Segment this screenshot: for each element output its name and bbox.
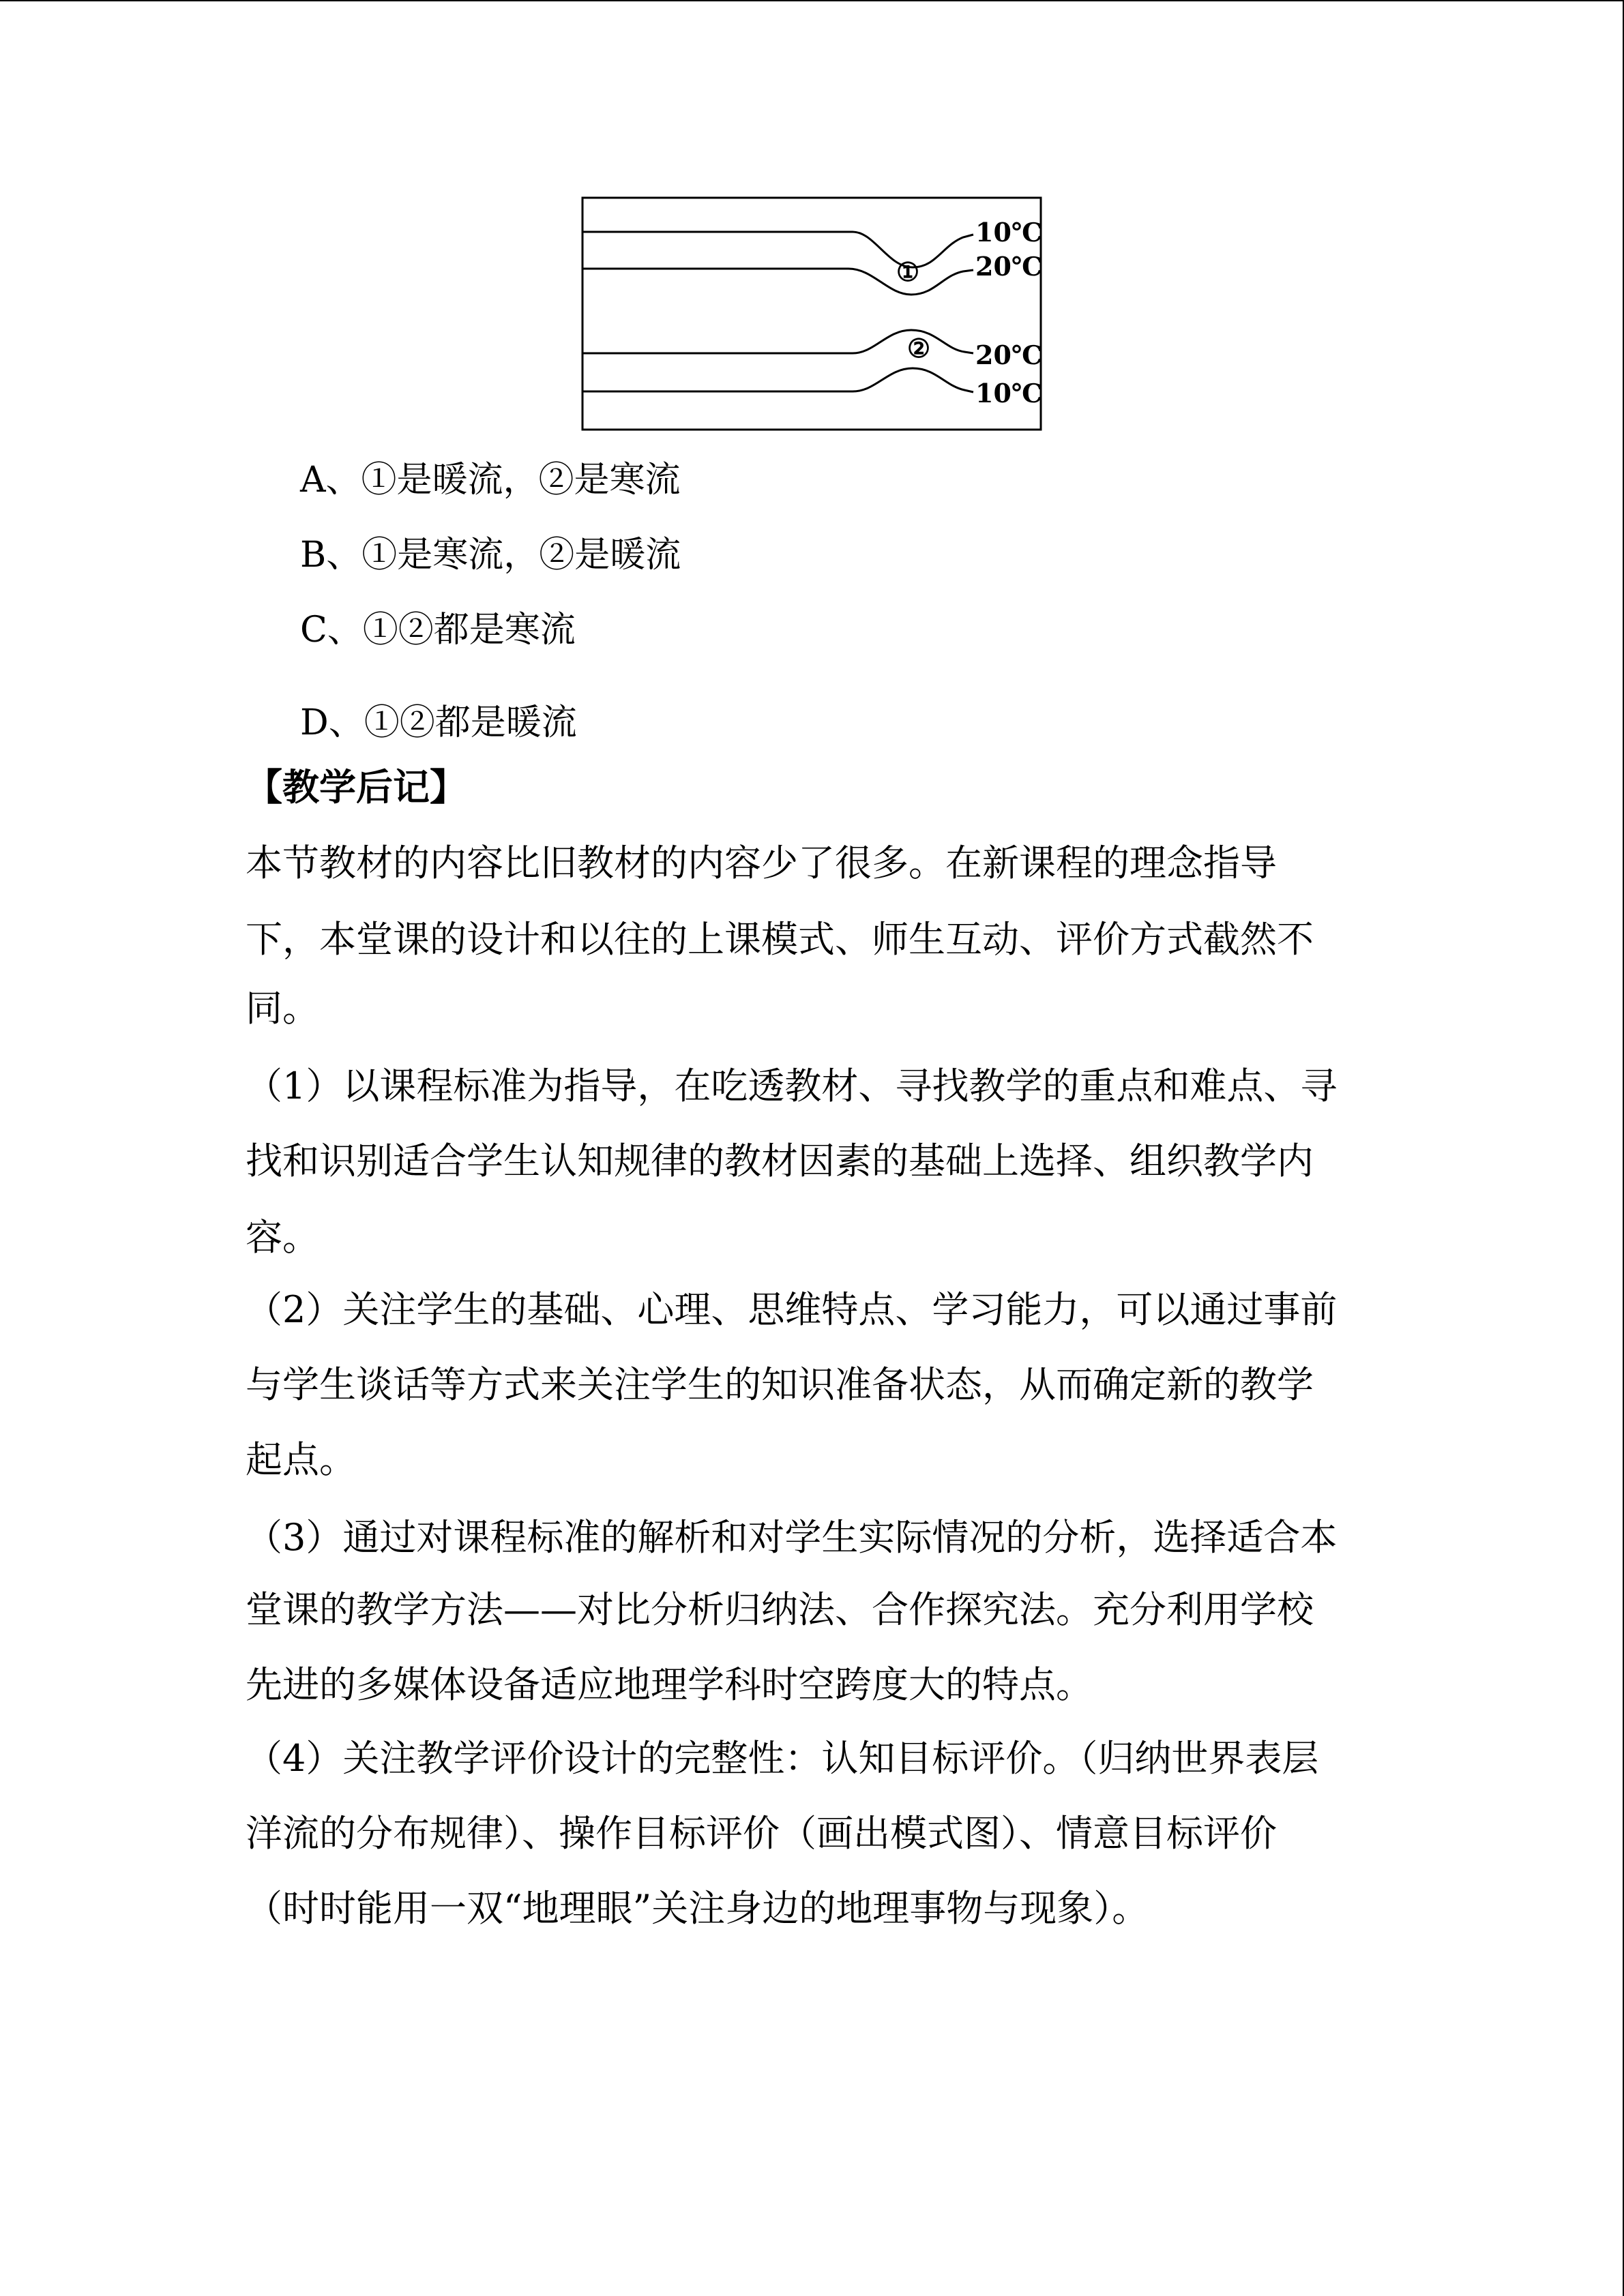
- section-title-teaching-notes: 【教学后记】: [246, 766, 467, 809]
- paragraph-line: 同。: [246, 987, 319, 1030]
- label-20c-top: 20℃: [975, 251, 1042, 282]
- paragraph-line: （1）以课程标准为指导，在吃透教材、寻找教学的重点和难点、寻: [246, 1064, 1338, 1107]
- label-10c-top: 10℃: [975, 217, 1042, 248]
- page-border-top: [0, 0, 1624, 1]
- option-c: C、①②都是寒流: [300, 610, 576, 651]
- paragraph-line: 本节教材的内容比旧教材的内容少了很多。在新课程的理念指导: [246, 841, 1277, 884]
- paragraph-line: 下，本堂课的设计和以往的上课模式、师生互动、评价方式截然不: [246, 918, 1314, 961]
- marker-2: ②: [907, 333, 931, 363]
- isotherm-10-lower: [582, 368, 973, 392]
- paragraph-line: （3）通过对课程标准的解析和对学生实际情况的分析，选择适合本: [246, 1516, 1338, 1559]
- paragraph-line: 容。: [246, 1216, 319, 1259]
- paragraph-line: （4）关注教学评价设计的完整性：认知目标评价。（归纳世界表层: [246, 1737, 1319, 1780]
- paragraph-line: （时时能用一双“地理眼”关注身边的地理事物与现象）。: [246, 1887, 1149, 1930]
- paragraph-line: 与学生谈话等方式来关注学生的知识准备状态，从而确定新的教学: [246, 1363, 1314, 1406]
- paragraph-line: （2）关注学生的基础、心理、思维特点、学习能力，可以通过事前: [246, 1288, 1338, 1331]
- option-b: B、①是寒流，②是暖流: [300, 535, 681, 576]
- label-20c-bottom: 20℃: [975, 340, 1042, 370]
- isotherm-diagram: [581, 196, 1042, 431]
- option-a: A、①是暖流，②是寒流: [300, 460, 681, 501]
- paragraph-line: 找和识别适合学生认知规律的教材因素的基础上选择、组织教学内: [246, 1139, 1314, 1182]
- paragraph-line: 先进的多媒体设备适应地理学科时空跨度大的特点。: [246, 1663, 1093, 1706]
- paragraph-line: 堂课的教学方法——对比分析归纳法、合作探究法。充分利用学校: [246, 1588, 1314, 1631]
- marker-1: ①: [896, 256, 920, 287]
- option-d: D、①②都是暖流: [300, 702, 577, 743]
- paragraph-line: 洋流的分布规律）、操作目标评价（画出模式图）、情意目标评价: [246, 1812, 1277, 1855]
- label-10c-bottom: 10℃: [975, 378, 1042, 408]
- paragraph-line: 起点。: [246, 1438, 356, 1481]
